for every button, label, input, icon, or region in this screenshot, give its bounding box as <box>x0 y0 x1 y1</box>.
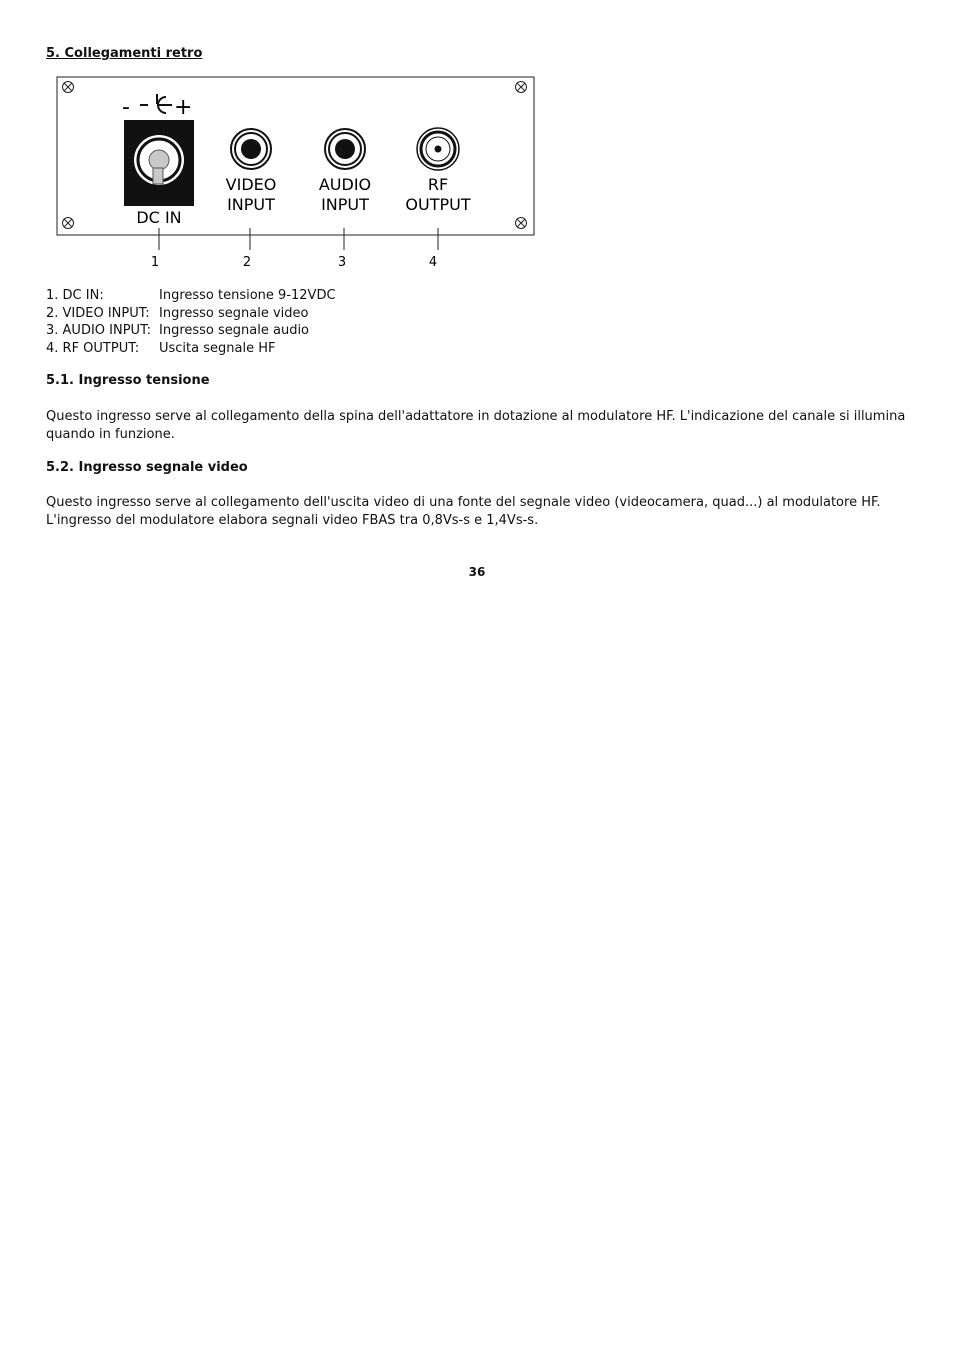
legend-label: 2. VIDEO INPUT: <box>46 305 150 321</box>
paragraph-video-line: L'ingresso del modulatore elabora segnali video FBAS tra 0,8Vs-s e 1,4Vs-s. <box>46 512 539 528</box>
legend-label: 4. RF OUTPUT: <box>46 340 140 356</box>
rf-output-label-2: OUTPUT <box>405 195 471 214</box>
rf-output-label-1: RF <box>427 175 449 194</box>
legend-item <box>46 305 336 323</box>
screw-icon <box>516 218 527 229</box>
legend-desc: Uscita segnale HF <box>159 340 276 356</box>
subsection-title-video: 5.2. Ingresso segnale video <box>46 460 248 475</box>
screw-icon <box>63 82 74 93</box>
page-number: 36 <box>468 565 486 579</box>
video-input-connector <box>231 129 271 169</box>
callout-number: 4 <box>428 255 438 270</box>
polarity-plus: + <box>174 95 193 120</box>
paragraph-video <box>46 494 906 529</box>
video-input-label-1: VIDEO <box>225 175 277 194</box>
polarity-icon <box>140 94 172 113</box>
legend-desc: Ingresso segnale video <box>159 305 309 321</box>
legend-label: 1. DC IN: <box>46 288 104 303</box>
legend-label: 3. AUDIO INPUT: <box>46 323 151 338</box>
audio-input-label-1: AUDIO <box>318 175 372 194</box>
callout-number: 3 <box>337 255 347 270</box>
legend-desc: Ingresso tensione 9-12VDC <box>159 288 336 303</box>
legend-desc: Ingresso segnale audio <box>159 323 310 338</box>
audio-input-label-2: INPUT <box>321 195 369 214</box>
polarity-minus: - <box>122 95 130 120</box>
legend-item <box>46 322 336 340</box>
paragraph-video-line: Questo ingresso serve al collegamento dell'uscita video di una fonte del segnale video (videocamera, quad...) al modulatore HF. <box>46 495 881 510</box>
rear-panel-diagram <box>0 0 954 280</box>
screw-icon <box>516 82 527 93</box>
dc-in-label: DC IN <box>136 208 182 227</box>
screw-icon <box>63 218 74 229</box>
audio-input-connector <box>325 129 365 169</box>
legend-item <box>46 287 336 305</box>
callout-number: 2 <box>242 255 252 270</box>
section-title: 5. Collegamenti retro <box>46 46 203 61</box>
legend-item <box>46 340 336 358</box>
paragraph-power: Questo ingresso serve al collegamento della spina dell'adattatore in dotazione al modulatore HF. L'indicazione del canale si illumina quando in funzione. <box>46 409 906 442</box>
callout-number: 1 <box>150 255 160 270</box>
video-input-label-2: INPUT <box>227 195 275 214</box>
connector-legend <box>46 287 336 357</box>
rf-output-connector <box>417 128 459 170</box>
subsection-title-power: 5.1. Ingresso tensione <box>46 373 210 388</box>
